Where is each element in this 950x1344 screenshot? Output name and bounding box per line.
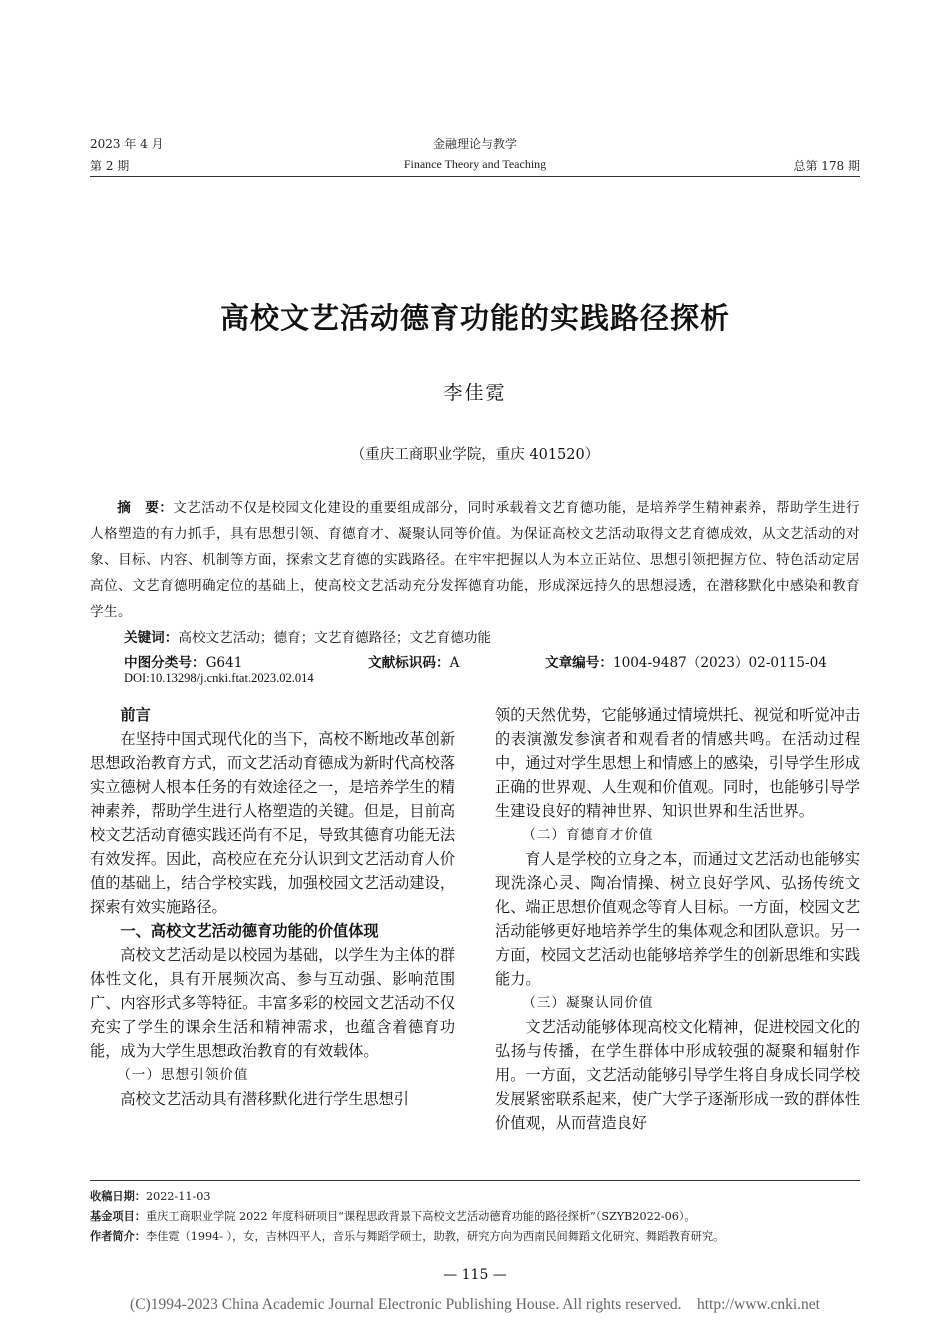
keywords-text: 高校文艺活动；德育；文艺育德路径；文艺育德功能 <box>178 630 492 646</box>
author-name: 李佳霓 <box>443 382 507 404</box>
footnote-rule <box>90 1180 860 1181</box>
subsection-2-heading: （二）育德育才价值 <box>522 827 654 843</box>
received-label: 收稿日期： <box>90 1189 146 1203</box>
header-rule <box>90 176 860 177</box>
doi: DOI:10.13298/j.cnki.ftat.2023.02.014 <box>124 671 314 685</box>
article-value: 1004-9487（2023）02-0115-04 <box>612 655 827 671</box>
intro-heading: 前言 <box>120 706 151 724</box>
affiliation: （重庆工商职业学院，重庆 401520） <box>350 447 600 463</box>
header-issue: 第 2 期 <box>90 159 130 173</box>
right-column <box>495 703 860 1135</box>
right-paragraph-1: 领的天然优势，它能够通过情境烘托、视觉和听觉冲击的表演激发参演者和观看者的情感共鸣。在活动过程中，通过对学生思想上和情感上的感染，引导学生形成正确的世界观、人生观和价值观。同时，也能够引导学生建设良好的精神世界、知识世界和生活世界。 <box>495 706 860 820</box>
doc-label: 文献标识码： <box>368 655 450 671</box>
article-label: 文章编号： <box>545 655 613 671</box>
header-total-issue: 总第 178 期 <box>793 159 860 173</box>
bio-text: 李佳霓（1994- ），女，吉林四平人，音乐与舞蹈学硕士，助教，研究方向为西南民间舞蹈文化研究、舞蹈教育研究。 <box>145 1230 725 1243</box>
section-1-heading: 一、高校文艺活动德育功能的价值体现 <box>120 922 379 940</box>
fund-label: 基金项目： <box>90 1209 146 1223</box>
clc-label: 中图分类号： <box>124 655 206 671</box>
subsection-1-paragraph: 高校文艺活动具有潜移默化进行学生思想引 <box>120 1090 409 1108</box>
paper-title: 高校文艺活动德育功能的实践路径探析 <box>219 301 730 335</box>
abstract-text: 文艺活动不仅是校园文化建设的重要组成部分，同时承载着文艺育德功能，是培养学生精神素养，帮助学生进行人格塑造的有力抓手，具有思想引领、育德育才、凝聚认同等价值。为保证高校文艺活动取得文艺育德成效，从文艺活动的对象、目标、内容、机制等方面，探索文艺育德的实践路径。在牢牢把握以人为本立正站位、思想引领把握方位、特色活动定居高位、文艺育德明确定位的基础上，使高校文艺活动充分发挥德育功能，形成深远持久的思想浸透，在潜移默化中感染和教育学生。 <box>90 500 860 620</box>
page-number: — 115 — <box>443 1267 507 1283</box>
left-column <box>90 703 455 1111</box>
document-code <box>368 651 459 671</box>
header-date: 2023 年 4 月 <box>90 137 164 151</box>
fund-text: 重庆工商职业学院 2022 年度科研项目“课程思政背景下高校文艺活动德育功能的路径探析”（SZYB2022-06）。 <box>145 1210 696 1223</box>
footnote-fund <box>90 1208 696 1224</box>
article-number <box>545 651 827 671</box>
copyright-notice: (C)1994-2023 China Academic Journal Electronic Publishing House. All rights reserved. http://www.cnki.net <box>130 1296 820 1313</box>
keywords-label: 关键词： <box>124 630 179 646</box>
section-1-paragraph: 高校文艺活动是以校园为基础，以学生为主体的群体性文化，具有开展频次高、参与互动强、影响范围广、内容形式多等特征。丰富多彩的校园文艺活动不仅充实了学生的课余生活和精神需求，也蕴含着德育功能，成为大学生思想政治教育的有效载体。 <box>90 946 455 1060</box>
right-paragraph-3: 文艺活动能够体现高校文化精神，促进校园文化的弘扬与传播，在学生群体中形成较强的凝聚和辐射作用。一方面，文艺活动能够引导学生将自身成长同学校发展紧密联系起来，使广大学子逐渐形成一致的群体性价值观，从而营造良好 <box>495 1018 860 1132</box>
received-date: 2022-11-03 <box>145 1190 211 1203</box>
abstract-label: 摘 要： <box>117 500 174 516</box>
clc-number <box>124 651 242 671</box>
subsection-3-heading: （三）凝聚认同价值 <box>522 995 654 1011</box>
bio-label: 作者简介： <box>90 1229 146 1243</box>
footnote-received <box>90 1188 210 1204</box>
subsection-1-heading: （一）思想引领价值 <box>117 1067 249 1083</box>
header-journal-cn: 金融理论与教学 <box>432 137 517 151</box>
abstract <box>90 495 860 625</box>
clc-value: G641 <box>205 655 243 671</box>
keywords <box>124 626 491 646</box>
doc-value: A <box>449 655 460 671</box>
footnote-bio <box>90 1228 724 1244</box>
right-paragraph-2: 育人是学校的立身之本，而通过文艺活动也能够实现洗涤心灵、陶冶情操、树立良好学风、弘扬传统文化、端正思想价值观念等育人目标。一方面，校园文艺活动能够更好地培养学生的集体观念和团队意识。另一方面，校园文艺活动也能够培养学生的创新思维和实践能力。 <box>495 850 860 988</box>
header-journal-en: Finance Theory and Teaching <box>403 157 547 171</box>
intro-paragraph: 在坚持中国式现代化的当下，高校不断地改革创新思想政治教育方式，而文艺活动育德成为新时代高校落实立德树人根本任务的有效途径之一，是培养学生的精神素养，帮助学生进行人格塑造的关键。但是，目前高校文艺活动育德实践还尚有不足，导致其德育功能无法有效发挥。因此，高校应在充分认识到文艺活动育人价值的基础上，结合学校实践，加强校园文艺活动建设，探索有效实施路径。 <box>90 730 455 916</box>
